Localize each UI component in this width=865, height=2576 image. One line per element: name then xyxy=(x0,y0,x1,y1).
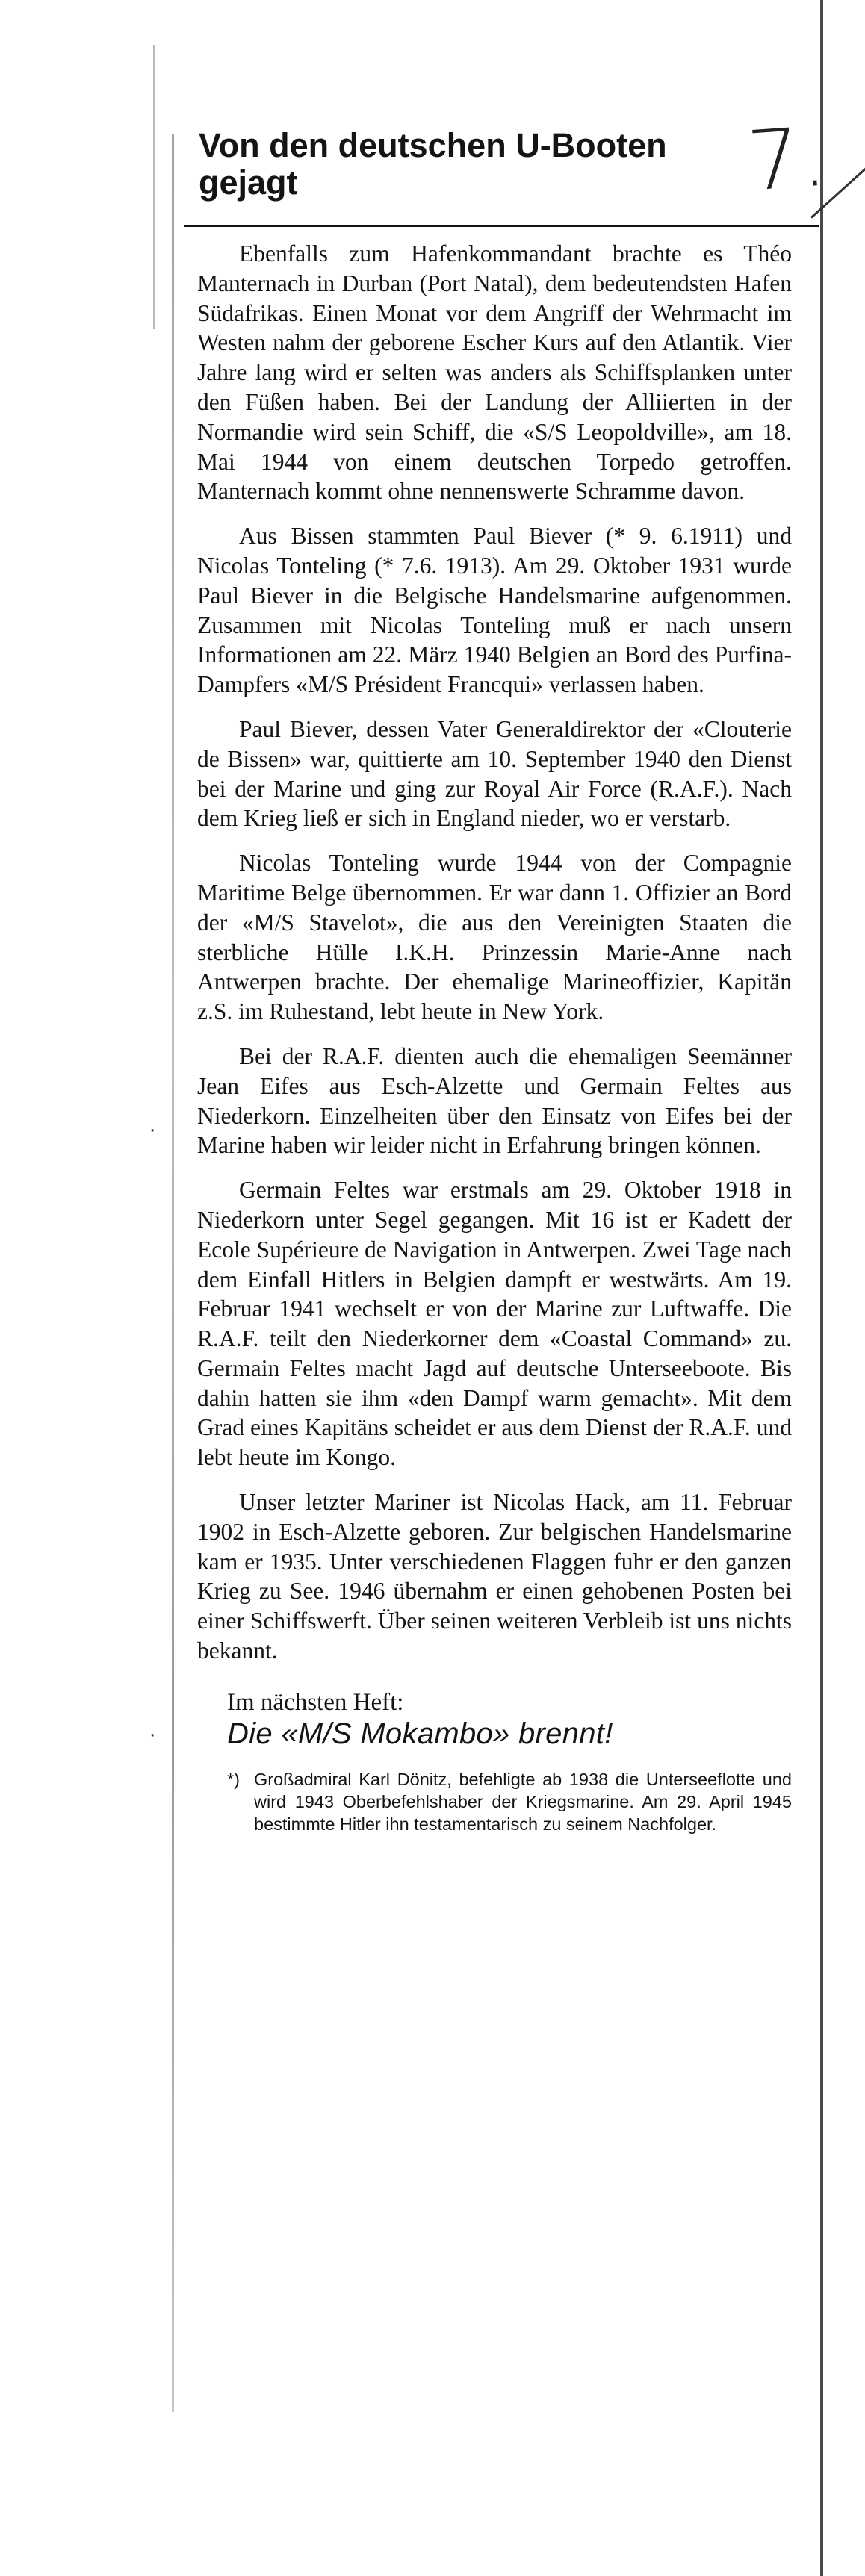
paragraph-1: Ebenfalls zum Hafenkommandant brachte es Théo Manternach in Durban (Port Natal), dem bedeutendsten Hafen Südafrikas. Einen Monat vor dem Angriff der Wehrmacht im Westen nahm der geborene Escher Kurs auf den Atlantik. Vier Jahre lang wird er selten was anders als Schiffsplanken unter den Füßen haben. Bei der Landung der Alliierten in der Normandie wird sein Schiff, die «S/S Leopoldville», am 18. Mai 1944 von einem deutschen Torpedo getroffen. Manternach kommt ohne nennenswerte Schramme davon. xyxy=(197,240,792,505)
newspaper-article xyxy=(184,108,830,1835)
column-border-left xyxy=(172,134,174,2412)
article-body xyxy=(197,239,792,1835)
paragraph-5: Bei der R.A.F. dienten auch die ehemaligen Seemänner Jean Eifes aus Esch-Alzette und Germain Feltes aus Niederkorn. Einzelheiten über den Einsatz von Eifes bei der Marine haben wir leider nicht in Erfahrung bringen können. xyxy=(197,1042,792,1159)
margin-mark: · xyxy=(149,1120,156,1142)
headline-line-2: gejagt xyxy=(199,164,298,202)
next-issue-title: Die «M/S Mokambo» brennt! xyxy=(227,1717,613,1750)
scan-edge-line xyxy=(153,45,155,329)
handwritten-page-number: 7. xyxy=(744,108,830,210)
footnote-marker: *) xyxy=(227,1770,240,1790)
footnote-text: Großadmiral Karl Dönitz, befehligte ab 1938 die Unterseeflotte und wird 1943 Oberbefehlshaber der Kriegsmarine. Am 29. April 1945 bestimmte Hitler ihn testamentarisch zu seinem Nachfolger. xyxy=(254,1770,792,1835)
column-border-right xyxy=(820,0,823,2576)
next-issue-label: Im nächsten Heft: xyxy=(227,1688,404,1716)
article-headline xyxy=(184,127,813,205)
paragraph-7: Unser letzter Mariner ist Nicolas Hack, am 11. Februar 1902 in Esch-Alzette geboren. Zur belgischen Handelsmarine kam er 1935. Unter verschiedenen Flaggen fuhr er den ganzen Krieg zu See. 1946 übernahm er einen gehobenen Posten bei einer Schiffswerft. Über seinen weiteren Verbleib ist uns nichts bekannt. xyxy=(197,1489,792,1664)
footnote xyxy=(227,1768,792,1835)
paragraph-2: Aus Bissen stammten Paul Biever (* 9. 6.1911) und Nicolas Tonteling (* 7.6. 1913). Am 29. Oktober 1931 wurde Paul Biever in die Belgische Handelsmarine aufgenommen. Zusammen mit Nicolas Tonteling muß er nach unsern Informationen am 22. März 1940 Belgien an Bord des Purfina-Dampfers «M/S Président Francqui» verlassen haben. xyxy=(197,523,792,698)
margin-mark: · xyxy=(149,1725,156,1747)
headline-line-1: Von den deutschen U-Booten xyxy=(199,126,667,164)
headline-rule xyxy=(184,225,819,227)
paragraph-3: Paul Biever, dessen Vater Generaldirektor der «Clouterie de Bissen» war, quittierte am 10. September 1940 den Dienst bei der Marine und ging zur Royal Air Force (R.A.F.). Nach dem Krieg ließ er sich in England nieder, wo er verstarb. xyxy=(197,715,792,832)
paragraph-4: Nicolas Tonteling wurde 1944 von der Compagnie Maritime Belge übernommen. Er war dann 1. Offizier an Bord der «M/S Stavelot», die aus den Vereinigten Staaten die sterbliche Hülle I.K.H. Prinzessin Marie-Anne nach Antwerpen brachte. Der ehemalige Marineoffizier, Kapitän z.S. im Ruhestand, lebt heute in New York. xyxy=(197,850,792,1025)
paragraph-6: Germain Feltes war erstmals am 29. Oktober 1918 in Niederkorn unter Segel gegangen. Mit 16 ist er Kadett der Ecole Supérieure de Navigation in Antwerpen. Zwei Tage nach dem Einfall Hitlers in Belgien dampft er westwärts. Am 19. Februar 1941 wechselt er von der Marine zur Luftwaffe. Die R.A.F. teilt den Niederkorner dem «Coastal Command» zu. Germain Feltes macht Jagd auf deutsche Unterseeboote. Bis dahin hatten sie ihm «den Dampf warm gemacht». Mit dem Grad eines Kapitäns scheidet er aus dem Dienst der R.A.F. und lebt heute im Kongo. xyxy=(197,1177,792,1471)
